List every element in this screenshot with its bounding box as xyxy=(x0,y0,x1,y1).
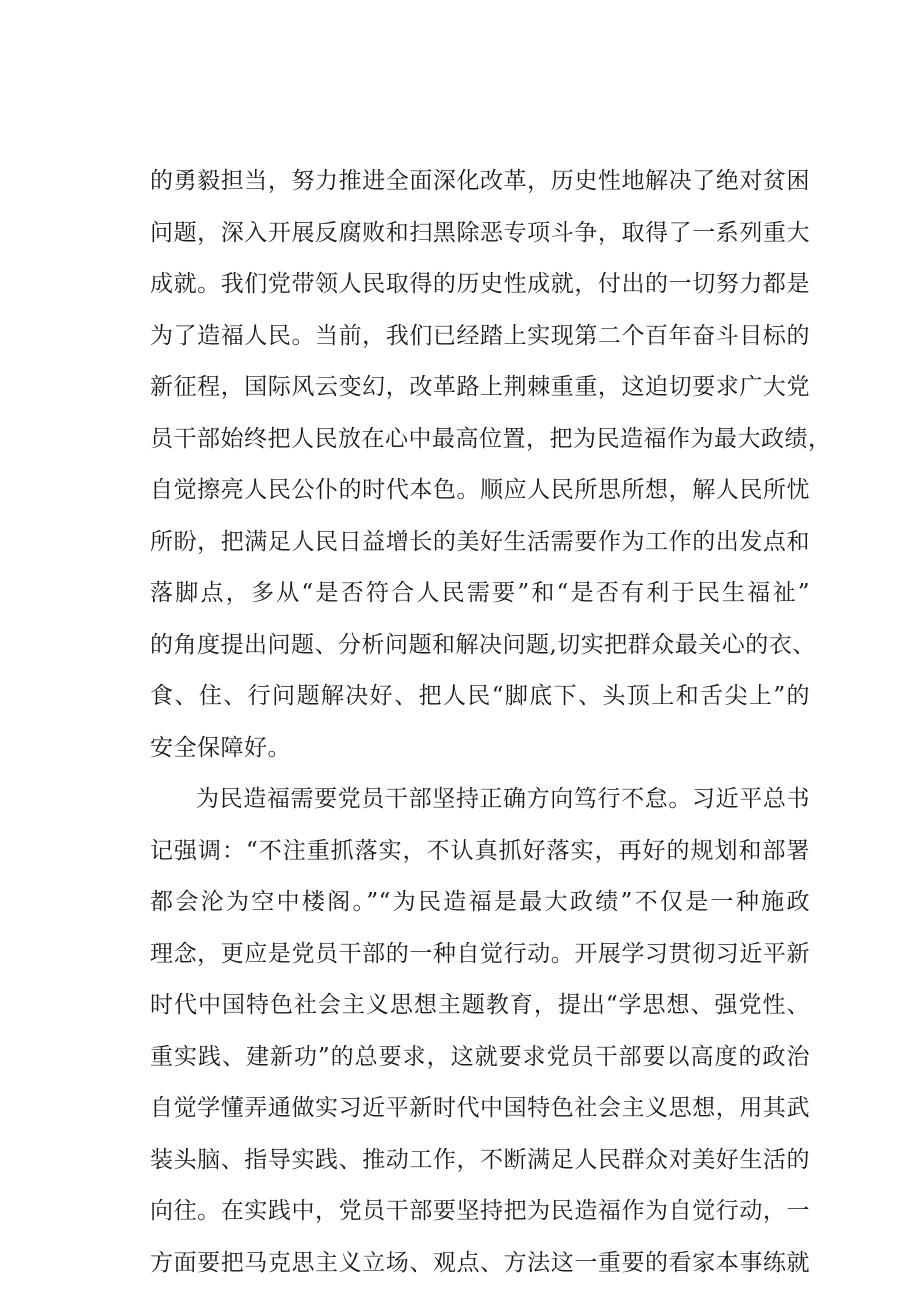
paragraph-2-line-6: 重实践、建新功”的总要求，这就要求党员干部要以高度的政治 xyxy=(150,1043,810,1070)
paragraph-2-line-5: 时代中国特色社会主义思想主题教育，提出“学思想、强党性、 xyxy=(150,992,810,1018)
paragraph-2-line-7: 自觉学懂弄通做实习近平新时代中国特色社会主义思想，用其武 xyxy=(150,1095,810,1121)
paragraph-1-line-3: 成就。我们党带领人民取得的历史性成就，付出的一切努力都是 xyxy=(150,271,810,297)
paragraph-2-line-3: 都会沦为空中楼阁。”“为民造福是最大政绩”不仅是一种施政 xyxy=(150,889,810,915)
paragraph-2-line-10: 方面要把马克思主义立场、观点、方法这一重要的看家本事练就 xyxy=(150,1249,810,1276)
paragraph-1-line-9: 落脚点，多从“是否符合人民需要”和“是否有利于民生福祉” xyxy=(150,580,810,606)
paragraph-2-line-4: 理念，更应是党员干部的一种自觉行动。开展学习贯彻习近平新 xyxy=(150,940,810,967)
paragraph-1-line-4: 为了造福人民。当前，我们已经踏上实现第二个百年奋斗目标的 xyxy=(150,322,810,349)
paragraph-1-line-1: 的勇毅担当，努力推进全面深化改革，历史性地解决了绝对贫困 xyxy=(150,168,810,194)
paragraph-1-line-7: 自觉擦亮人民公仆的时代本色。顺应人民所思所想，解人民所忧 xyxy=(150,477,810,503)
paragraph-2-line-2: 记强调：“不注重抓落实，不认真抓好落实，再好的规划和部署 xyxy=(150,837,810,864)
paragraph-1-line-10: 的角度提出问题、分析问题和解决问题,切实把群众最关心的衣、 xyxy=(150,631,816,658)
paragraph-1-line-5: 新征程，国际风云变幻，改革路上荆棘重重，这迫切要求广大党 xyxy=(150,374,810,400)
paragraph-1-line-2: 问题，深入开展反腐败和扫黑除恶专项斗争，取得了一系列重大 xyxy=(150,219,810,246)
paragraph-1-line-11: 食、住、行问题解决好、把人民“脚底下、头顶上和舌尖上”的 xyxy=(150,683,810,709)
paragraph-2-line-8: 装头脑、指导实践、推动工作，不断满足人民群众对美好生活的 xyxy=(150,1146,810,1173)
paragraph-1-line-6: 员干部始终把人民放在心中最高位置，把为民造福作为最大政绩， xyxy=(150,425,832,452)
paragraph-2-line-1: 为民造福需要党员干部坚持正确方向笃行不怠。习近平总书 xyxy=(196,786,810,812)
body-text xyxy=(150,156,832,1289)
paragraph-2-line-9: 向往。在实践中，党员干部要坚持把为民造福作为自觉行动，一 xyxy=(150,1198,810,1224)
paragraph-1-line-12: 安全保障好。 xyxy=(150,734,291,761)
paragraph-1-line-8: 所盼，把满足人民日益增长的美好生活需要作为工作的出发点和 xyxy=(150,528,810,555)
